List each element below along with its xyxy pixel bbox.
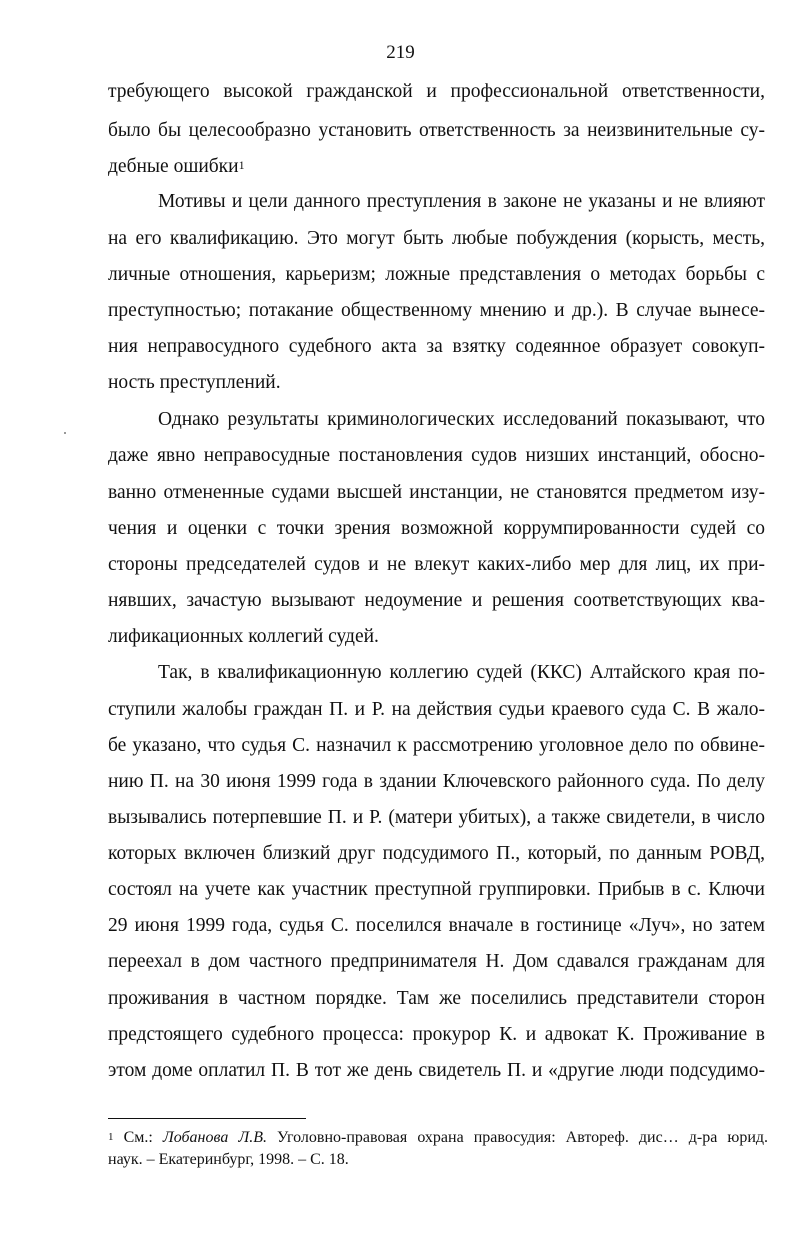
body-line: стороны председателей судов и не влекут каких-либо мер для лиц, их при- (108, 554, 765, 575)
footnote-title: Уголовно-правовая охрана правосудия: Автореф. дис… д-ра юрид. (277, 1129, 769, 1146)
body-line: преступностью; потакание общественному мнению и др.). В случае вынесе- (108, 300, 765, 321)
body-line: нявших, зачастую вызывают недоумение и решения соответствующих ква- (108, 590, 765, 611)
body-line: Мотивы и цели данного преступления в законе не указаны и не влияют (158, 191, 765, 212)
footnote-separator (108, 1118, 306, 1119)
body-line: Так, в квалификационную коллегию судей (ККС) Алтайского края по- (158, 662, 765, 683)
body-line: проживания в частном порядке. Там же поселились представители сторон (108, 988, 765, 1009)
footnote-prefix: См.: (123, 1129, 153, 1146)
body-line: вызывались потерпевшие П. и Р. (матери убитых), а также свидетели, в число (108, 807, 765, 828)
body-line: на его квалификацию. Это могут быть любые побуждения (корысть, месть, (108, 228, 765, 249)
margin-mark (64, 432, 66, 434)
body-line: личные отношения, карьеризм; ложные представления о методах борьбы с (108, 264, 765, 285)
body-line: чения и оценки с точки зрения возможной коррумпированности судей со (108, 518, 765, 539)
footnote-line (108, 1128, 768, 1148)
body-line: ния неправосудного судебного акта за взятку содеянное образует совокуп- (108, 336, 765, 357)
footnote-reference: 1 (238, 158, 245, 172)
page-number: 219 (386, 42, 415, 63)
body-line: состоял на учете как участник преступной группировки. Прибыв в с. Ключи (108, 879, 765, 900)
body-line: этом доме оплатил П. В тот же день свидетель П. и «другие люди подсудимо- (108, 1060, 765, 1081)
body-line: даже явно неправосудные постановления судов низших инстанций, обосно- (108, 445, 765, 466)
body-line: требующего высокой гражданской и профессиональной ответственности, (108, 81, 765, 102)
body-line: предстоящего судебного процесса: прокурор К. и адвокат К. Проживание в (108, 1024, 765, 1045)
body-line: переехал в дом частного предпринимателя Н. Дом сдавался гражданам для (108, 951, 765, 972)
footnote-marker: 1 (108, 1131, 114, 1143)
footnote-author: Лобанова Л.В. (162, 1129, 267, 1146)
body-line: ступили жалобы граждан П. и Р. на действия судьи краевого суда С. В жало- (108, 699, 765, 720)
body-line: ванно отмененные судами высшей инстанции, не становятся предметом изу- (108, 482, 765, 503)
body-line: было бы целесообразно установить ответственность за неизвинительные су- (108, 120, 765, 141)
body-line: которых включен близкий друг подсудимого П., который, по данным РОВД, (108, 843, 765, 864)
body-line-text: дебные ошибки (108, 156, 239, 177)
body-line: нию П. на 30 июня 1999 года в здании Ключевского районного суда. По делу (108, 771, 765, 792)
body-line: 29 июня 1999 года, судья С. поселился вначале в гостинице «Луч», но затем (108, 915, 765, 936)
footnote-line: наук. – Екатеринбург, 1998. – С. 18. (108, 1151, 349, 1168)
body-line: Однако результаты криминологических исследований показывают, что (158, 409, 765, 430)
body-line: бе указано, что судья С. назначил к рассмотрению уголовное дело по обвине- (108, 735, 765, 756)
body-line: лификационных коллегий судей. (108, 626, 379, 647)
body-line: ность преступлений. (108, 372, 281, 393)
body-line (108, 155, 765, 179)
